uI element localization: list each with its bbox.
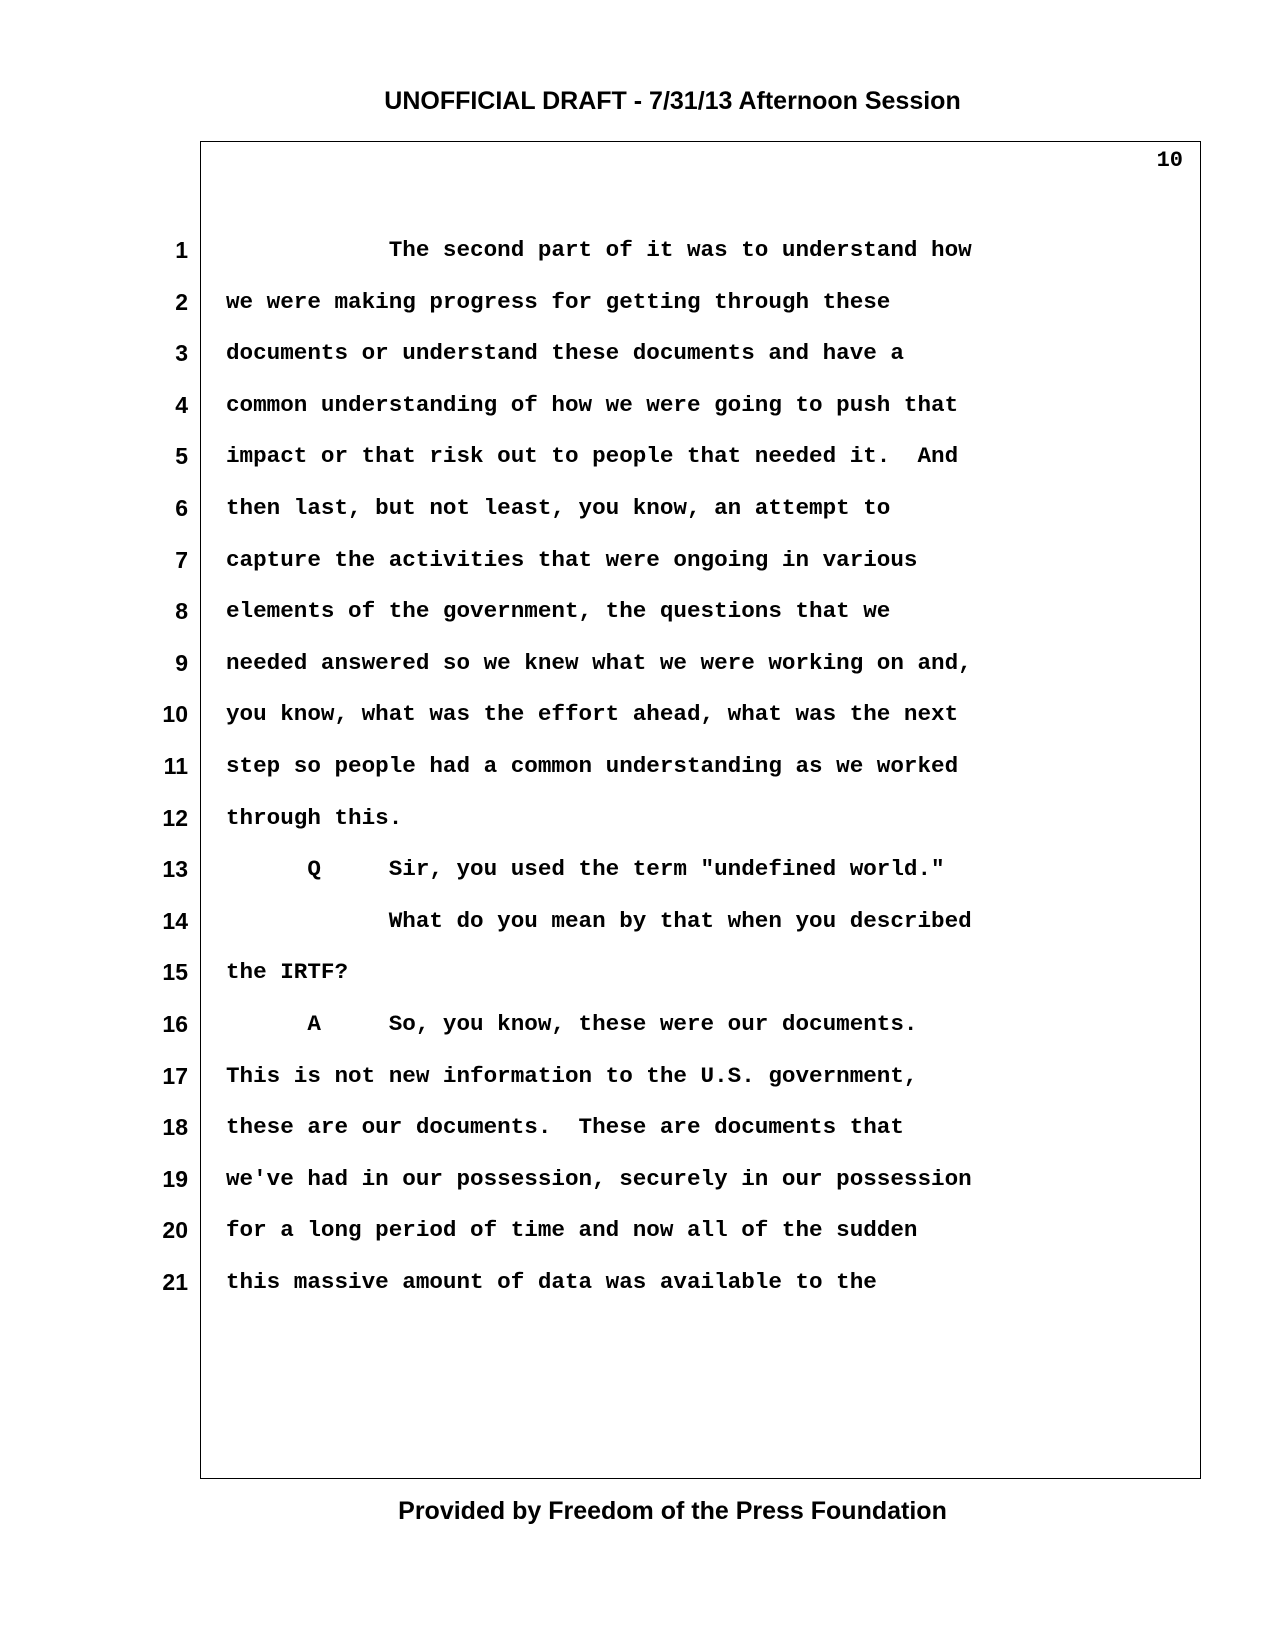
transcript-line <box>140 597 972 649</box>
line-text: for a long period of time and now all of the sudden <box>226 1217 918 1244</box>
transcript-line <box>140 700 972 752</box>
line-number: 6 <box>175 494 188 521</box>
line-text: capture the activities that were ongoing in various <box>226 546 918 573</box>
line-number: 10 <box>162 701 188 728</box>
line-text: documents or understand these documents and have a <box>226 340 904 367</box>
line-text: Q Sir, you used the term "undefined world." <box>226 856 945 883</box>
line-number: 8 <box>175 598 188 625</box>
line-text: impact or that risk out to people that needed it. And <box>226 443 959 470</box>
transcript-line <box>140 1216 972 1268</box>
line-number: 13 <box>162 856 188 883</box>
page-header-title: UNOFFICIAL DRAFT - 7/31/13 Afternoon Session <box>384 87 961 115</box>
line-text: these are our documents. These are documents that <box>226 1114 904 1141</box>
line-text: we've had in our possession, securely in our possession <box>226 1165 972 1192</box>
line-number: 4 <box>175 391 188 418</box>
transcript-line <box>140 339 972 391</box>
line-number: 20 <box>162 1217 188 1244</box>
line-text: common understanding of how we were going to push that <box>226 391 959 418</box>
transcript-line <box>140 236 972 288</box>
transcript-line <box>140 442 972 494</box>
line-number: 12 <box>162 804 188 831</box>
transcript-line <box>140 1268 972 1320</box>
line-text: This is not new information to the U.S. government, <box>226 1062 918 1089</box>
line-text: The second part of it was to understand how <box>226 237 972 263</box>
line-number: 9 <box>175 649 188 676</box>
transcript-line <box>140 907 972 959</box>
transcript-line <box>140 804 972 856</box>
line-text: needed answered so we knew what we were working on and, <box>226 649 972 676</box>
page-footer-credit: Provided by Freedom of the Press Foundation <box>398 1497 947 1525</box>
line-text: we were making progress for getting through these <box>226 288 891 315</box>
line-number: 19 <box>162 1165 188 1192</box>
line-number: 14 <box>162 907 188 934</box>
line-text: elements of the government, the questions that we <box>226 598 891 625</box>
line-number: 5 <box>175 443 188 470</box>
transcript-body <box>140 236 972 1319</box>
line-number: 7 <box>175 546 188 573</box>
line-text: through this. <box>226 804 403 831</box>
transcript-line <box>140 391 972 443</box>
line-text: step so people had a common understanding as we worked <box>226 752 959 779</box>
transcript-line <box>140 649 972 701</box>
transcript-line <box>140 494 972 546</box>
transcript-line <box>140 752 972 804</box>
transcript-line <box>140 1165 972 1217</box>
line-text: What do you mean by that when you described <box>226 907 972 934</box>
line-number: 18 <box>162 1114 188 1141</box>
line-text: the IRTF? <box>226 959 349 986</box>
transcript-line <box>140 855 972 907</box>
line-text: then last, but not least, you know, an attempt to <box>226 494 891 521</box>
transcript-line <box>140 1010 972 1062</box>
line-number: 15 <box>162 959 188 986</box>
transcript-line <box>140 1062 972 1114</box>
transcript-line <box>140 546 972 598</box>
line-number: 2 <box>175 288 188 315</box>
line-text: you know, what was the effort ahead, what was the next <box>226 701 959 728</box>
transcript-line <box>140 958 972 1010</box>
line-number: 1 <box>175 237 188 263</box>
transcript-line <box>140 1113 972 1165</box>
line-number: 21 <box>162 1268 188 1295</box>
line-text: this massive amount of data was available to the <box>226 1268 877 1295</box>
line-number: 3 <box>175 340 188 367</box>
line-number: 11 <box>163 752 188 779</box>
line-text: A So, you know, these were our documents. <box>226 1010 918 1037</box>
transcript-line <box>140 288 972 340</box>
line-number: 17 <box>162 1062 188 1089</box>
line-number: 16 <box>162 1010 188 1037</box>
page-number: 10 <box>1156 148 1183 173</box>
